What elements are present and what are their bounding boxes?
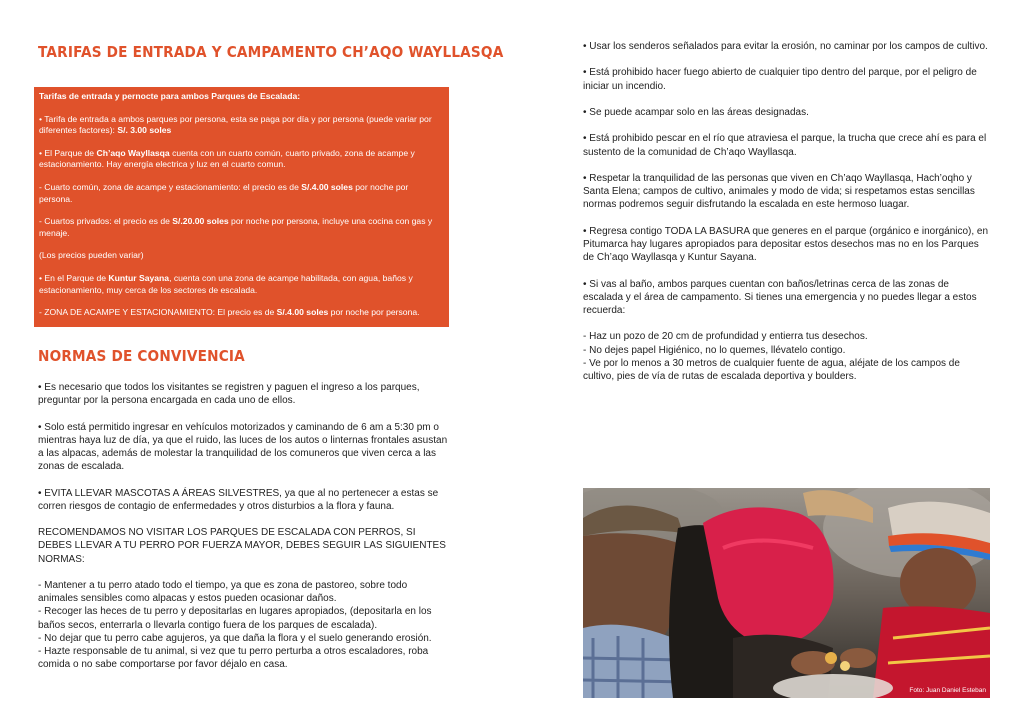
fees-box-title: Tarifas de entrada y pernocte para ambos Parques de Escalada: (39, 91, 301, 101)
fee-chaqo-paragraph (39, 148, 444, 171)
fee-common-post: por noche por persona. (39, 181, 409, 204)
dog-rule-waste: - Recoger las heces de tu perro y depositarlas en lugares apropiados, (depositarla en los baños secos, enterrarla o llevarla contigo fuera de los parques de escalada). (38, 606, 432, 631)
fee-note: (Los precios pueden variar) (39, 250, 144, 261)
fee-chaqo-name: Ch’aqo Wayllasqa (96, 147, 170, 158)
fee-common-price: S/.4.00 soles (301, 181, 353, 192)
rule-fishing: • Está prohibido pescar en el río que atraviesa el parque, la trucha que crece ahí es para el sustento de la comunidad de Ch’aqo Wayllasqa. (583, 133, 987, 158)
rule-bathroom: • Si vas al baño, ambos parques cuentan con baños/letrinas cerca de las zonas de escalada y el área de campamento. Si tienes una emergencia y no puedes llegar a estos recuerda: (583, 278, 977, 316)
emergency-paper: - No dejes papel Higiénico, no lo quemes, llévatelo contigo. (583, 344, 846, 356)
dog-rule-digging: - No dejar que tu perro cabe agujeros, ya que daña la flora y el suelo generando erosión. (38, 632, 432, 644)
norm-dogs-recommendation: RECOMENDAMOS NO VISITAR LOS PARQUES DE ESCALADA CON PERROS, SI DEBES LLEVAR A TU PERRO POR FUERZA MAYOR, DEBES SEGUIR LAS SIGUIENTES NORMAS: (38, 527, 446, 565)
fee-chaqo-post: cuenta con un cuarto común, cuarto privado, zona de acampe y estacionamiento. Hay energía electrica y luz en el cuarto comun. (39, 147, 415, 170)
fee-camping-paragraph (39, 307, 444, 319)
fee-private-pre: - Cuartos privados: el precio es de (39, 216, 173, 227)
photo-credit: Foto: Juan Daniel Esteban (909, 687, 986, 694)
dog-rule-leash: - Mantener a tu perro atado todo el tiempo, ya que es zona de pastoreo, sobre todo animales sensibles como alpacas y estos pueden ocasionar daños. (38, 579, 408, 605)
left-column (38, 40, 504, 61)
rule-fire: • Está prohibido hacer fuego abierto de cualquier tipo dentro del parque, por el peligro de iniciar un incendio. (583, 67, 977, 92)
fee-chaqo-pre: • El Parque de (39, 147, 97, 158)
fee-private-price: S/.20.00 soles (172, 216, 229, 227)
fee-private-post: por noche por persona, incluye una cocina con gas y menaje. (39, 216, 433, 238)
entry-fees-heading: TARIFAS DE ENTRADA Y CAMPAMENTO CH’AQO WAYLLASQA (38, 43, 504, 61)
fee-entry-paragraph (39, 114, 444, 137)
fee-common-room-paragraph (39, 182, 444, 205)
dog-rule-responsibility: - Hazte responsable de tu animal, si vez que tu perro perturba a otros escaladores, roba comida o no sabe comportarse por favor déjalo en casa. (38, 646, 429, 671)
rules-column (583, 40, 990, 383)
fee-kuntur-pre: • En el Parque de (39, 272, 109, 283)
fees-box (34, 87, 449, 327)
norm-hours: • Solo está permitido ingresar en vehículos motorizados y caminando de 6 am a 5:30 pm o mientras haya luz de día, ya que el ruido, las luces de los autos o linternas frontales asustan a las alpacas, además de molestar la tranquilidad de los comuneros que viven cerca a las zonas de escalada. (38, 421, 448, 473)
fee-camping-price: S/.4.00 soles (276, 307, 329, 318)
photo-illustration (583, 488, 990, 698)
emergency-dig: - Haz un pozo de 20 cm de profundidad y entierra tus desechos. (583, 331, 868, 343)
fee-entry-text: • Tarifa de entrada a ambos parques por persona, esta se paga por día y por persona (puede variar por diferentes factores): (39, 113, 432, 136)
norms-heading: NORMAS DE CONVIVENCIA (38, 347, 245, 365)
rule-trash: • Regresa contigo TODA LA BASURA que generes en el parque (orgánico e inorgánico), en Pitumarca hay lugares apropiados para depositar estos desechos mas no en los Parques de Ch’aqo Wayllasqa y Kuntur Sayana. (583, 225, 989, 264)
fee-private-room-paragraph (39, 216, 444, 239)
community-photo (583, 488, 990, 698)
rule-trails: • Usar los senderos señalados para evitar la erosión, no caminar por los campos de cultivo. (583, 41, 988, 52)
fee-common-pre: - Cuarto común, zona de acampe y estacionamiento: el precio es de (39, 181, 302, 192)
fee-kuntur-post: , cuenta con una zona de acampe habilitada, con agua, baños y estacionamiento, muy cerca de los sectores de escalada. (39, 272, 413, 295)
rule-respect: • Respetar la tranquilidad de las personas que viven en Ch’aqo Wayllasqa, Hach’oqho y Santa Elena; campos de cultivo, animales y modo de vida; si respetamos estas sencillas normas podremos seguir disfrutando la escalada en este hermoso luagar. (583, 172, 975, 211)
norm-register: • Es necesario que todos los visitantes se registren y paguen el ingreso a los parques, preguntar por la persona encargada en cada uno de ellos. (38, 382, 420, 407)
fee-entry-price: S/. 3.00 soles (117, 125, 172, 136)
norms-section (38, 381, 448, 671)
fee-kuntur-paragraph (39, 273, 444, 296)
fee-camping-pre: - ZONA DE ACAMPE Y ESTACIONAMIENTO: El precio es de (39, 307, 277, 318)
norm-pets: • EVITA LLEVAR MASCOTAS A ÁREAS SILVESTRES, ya que al no pertenecer a estas se corren riesgos de contagio de enfermedades y otros disturbios a la flora y fauna. (38, 487, 439, 512)
fee-camping-post: por noche por persona. (328, 307, 420, 318)
emergency-distance: - Ve por lo menos a 30 metros de cualquier fuente de agua, aléjate de los campos de cultivo, pies de vía de rutas de escalada deportiva y boulders. (583, 357, 960, 382)
rule-camping: • Se puede acampar solo en las áreas designadas. (583, 106, 809, 118)
fee-kuntur-name: Kuntur Sayana (108, 272, 170, 283)
